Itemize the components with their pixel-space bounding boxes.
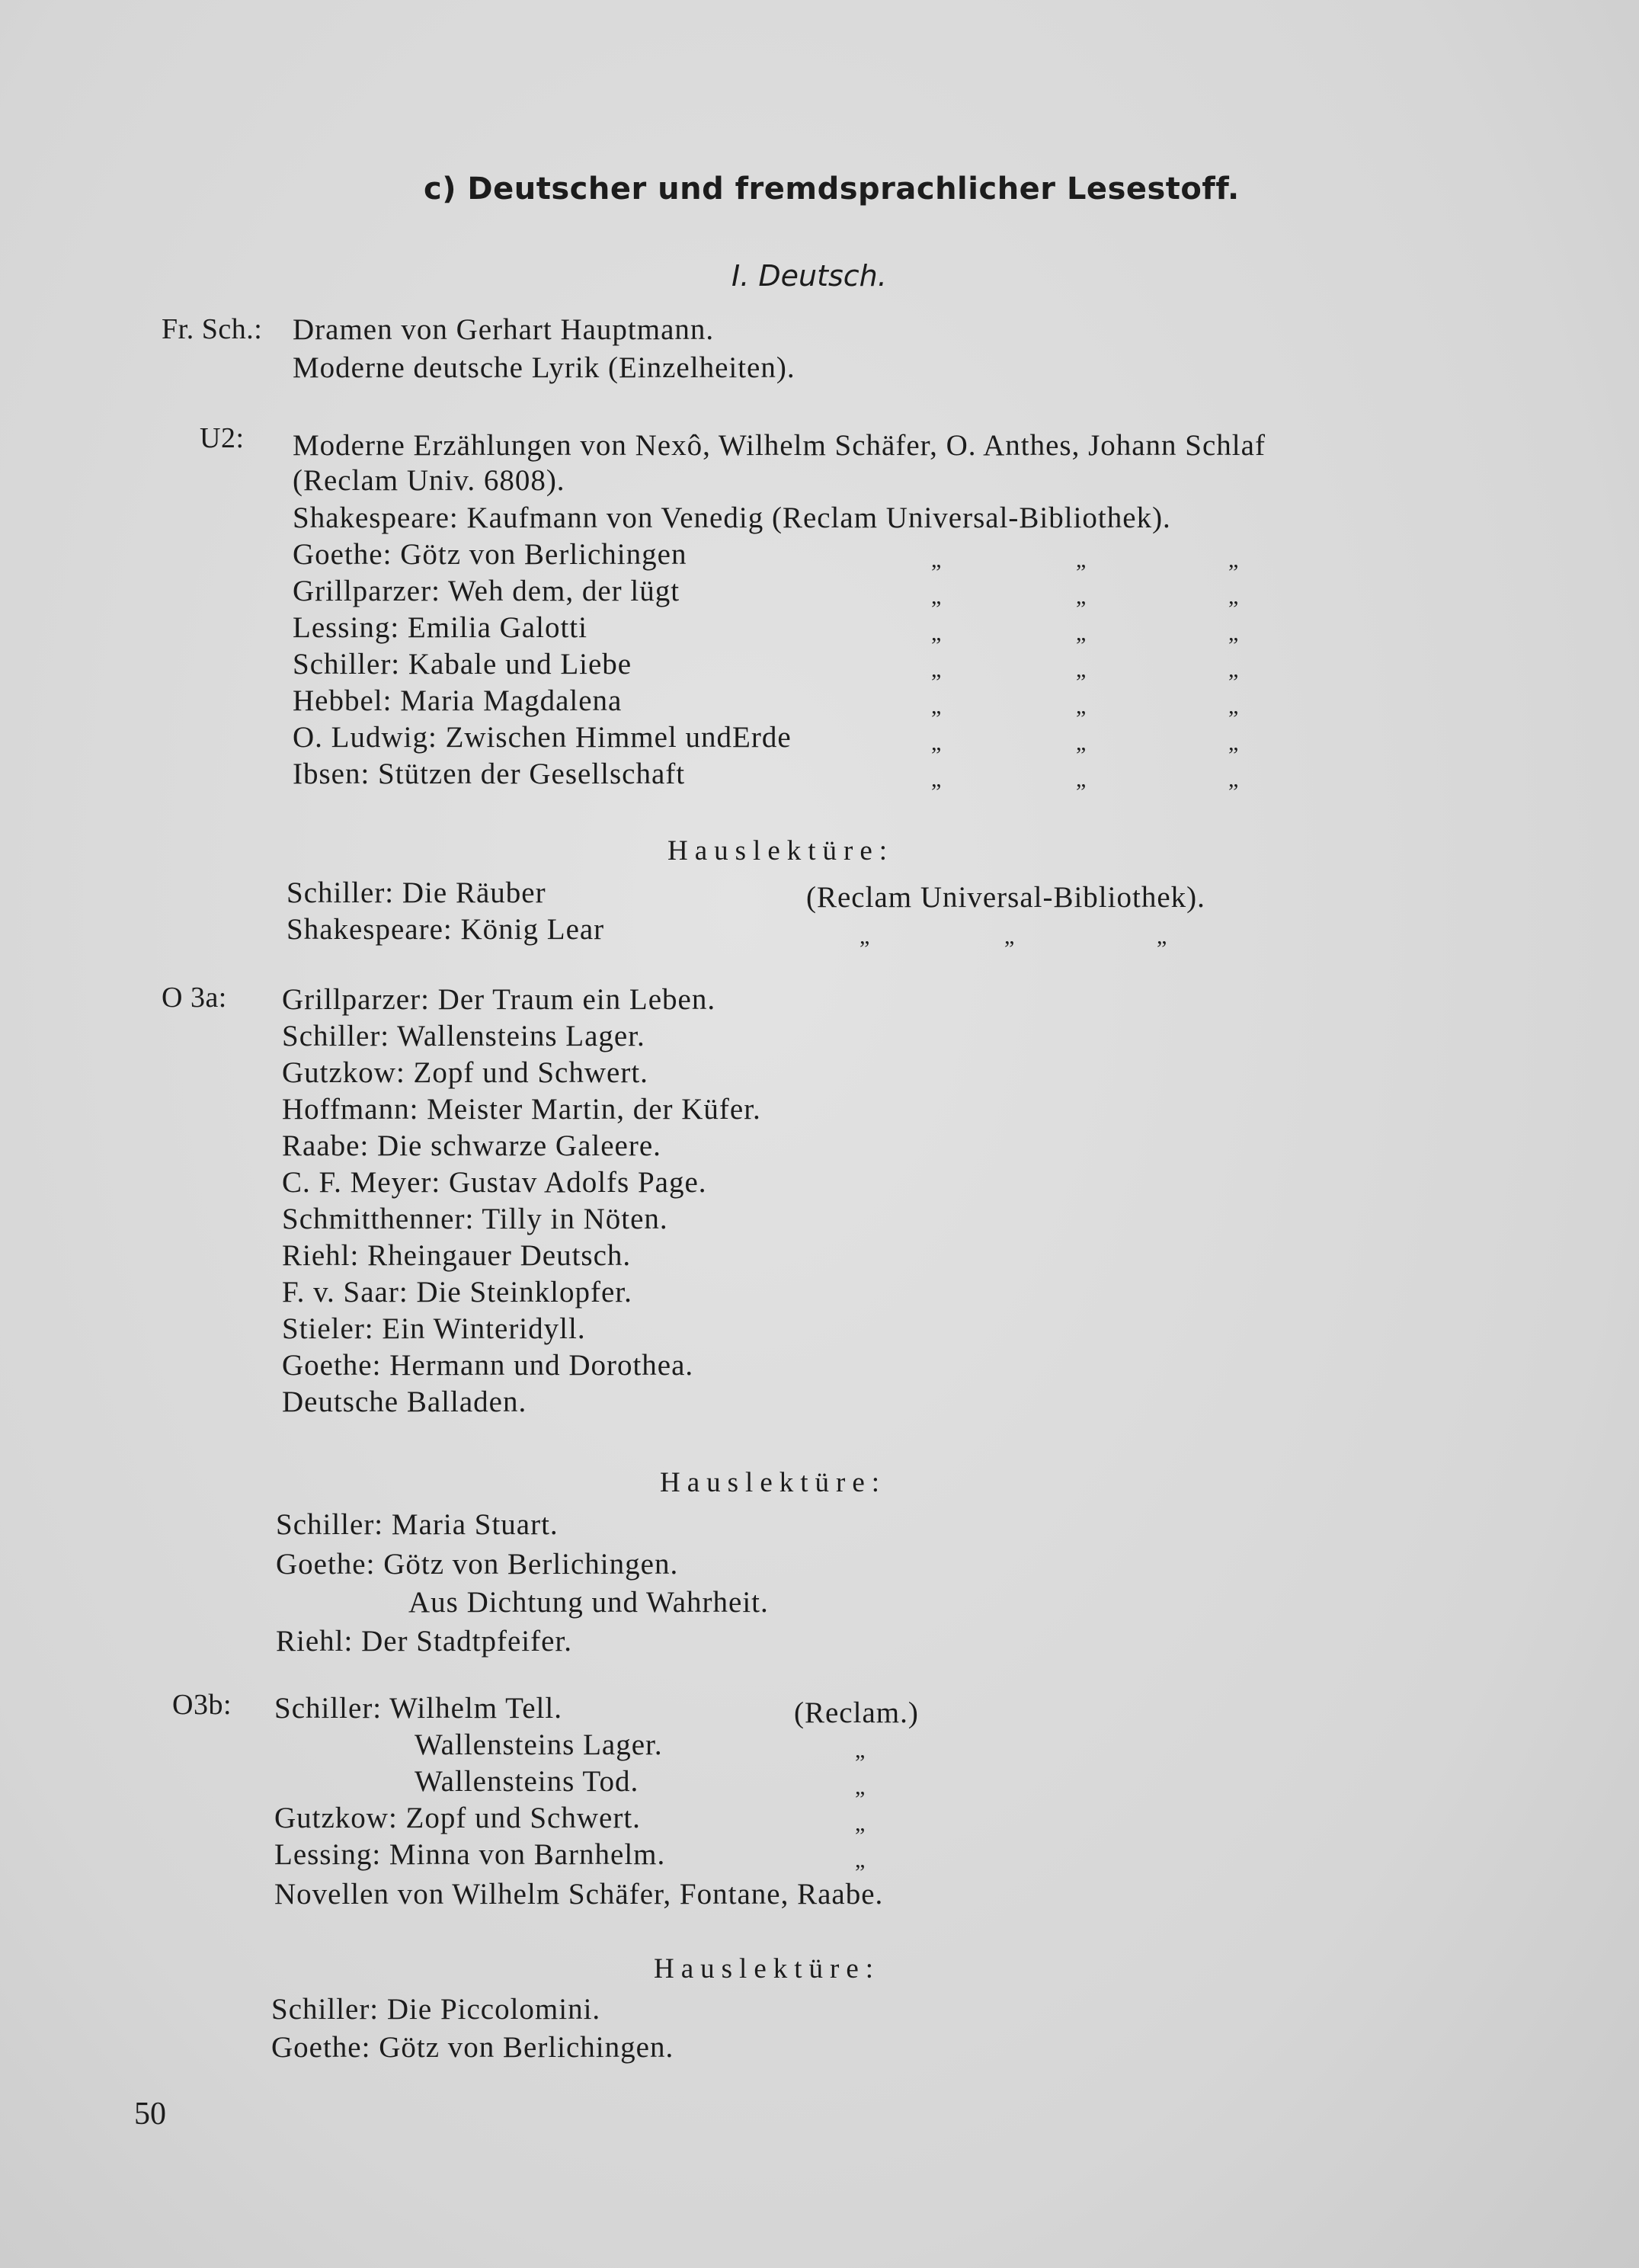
reading-line: Stieler: Ein Winteridyll. — [282, 1312, 586, 1345]
reading-line: Raabe: Die schwarze Galeere. — [282, 1129, 661, 1162]
reading-line: Hoffmann: Meister Martin, der Küfer. — [282, 1093, 761, 1126]
class-label-o3a: O 3a: — [162, 982, 227, 1014]
reading-line: (Reclam Univ. 6808). — [293, 464, 565, 497]
ditto-mark: „ — [931, 620, 942, 645]
reading-line: Schiller: Die Räuber — [287, 876, 546, 909]
reading-line: Schiller: Kabale und Liebe — [293, 648, 632, 681]
reading-line: Shakespeare: Kaufmann von Venedig (Reclam Universal-Bibliothek). — [293, 501, 1171, 534]
ditto-mark: „ — [1076, 620, 1087, 645]
section-subtitle: I. Deutsch. — [731, 259, 887, 293]
reading-line: F. v. Saar: Die Steinklopfer. — [282, 1276, 632, 1309]
reading-line: Wallensteins Lager. — [415, 1728, 663, 1761]
hauslektuere-heading: Hauslektüre: — [667, 835, 895, 867]
reading-line: Moderne Erzählungen von Nexô, Wilhelm Schäfer, O. Anthes, Johann Schlaf — [293, 429, 1266, 462]
reading-line: Goethe: Götz von Berlichingen — [293, 538, 687, 571]
reading-line: Gutzkow: Zopf und Schwert. — [274, 1802, 641, 1834]
reading-line: Lessing: Minna von Barnhelm. — [274, 1838, 666, 1871]
ditto-mark: „ — [931, 767, 942, 792]
ditto-mark: „ — [1228, 620, 1239, 645]
ditto-mark: „ — [931, 694, 942, 719]
reading-line: Moderne deutsche Lyrik (Einzelheiten). — [293, 351, 795, 384]
reading-line: Novellen von Wilhelm Schäfer, Fontane, Raabe. — [274, 1878, 884, 1911]
ditto-mark: „ — [1228, 694, 1239, 719]
reading-line: Hebbel: Maria Magdalena — [293, 684, 623, 717]
ditto-mark: „ — [860, 924, 870, 949]
reading-line: Dramen von Gerhart Hauptmann. — [293, 313, 715, 346]
ditto-mark: „ — [1004, 924, 1015, 949]
reading-line: Ibsen: Stützen der Gesellschaft — [293, 758, 686, 790]
class-label-fr-sch: Fr. Sch.: — [162, 313, 263, 345]
ditto-mark: „ — [1157, 924, 1167, 949]
page-number: 50 — [134, 2097, 166, 2132]
ditto-mark: „ — [1228, 547, 1239, 572]
ditto-mark: „ — [1076, 584, 1087, 609]
reading-line: Goethe: Götz von Berlichingen. — [276, 1548, 679, 1581]
ditto-mark: „ — [931, 730, 942, 755]
ditto-mark: „ — [855, 1811, 866, 1836]
reading-line: Grillparzer: Weh dem, der lügt — [293, 575, 680, 607]
ditto-mark: „ — [1228, 657, 1239, 682]
ditto-mark: „ — [1228, 584, 1239, 609]
ditto-mark: „ — [1076, 694, 1087, 719]
ditto-mark: „ — [855, 1847, 866, 1872]
ditto-mark: „ — [931, 584, 942, 609]
reading-line: Schiller: Wilhelm Tell. — [274, 1692, 562, 1725]
reading-line: Shakespeare: König Lear — [287, 913, 605, 946]
reading-line: Wallensteins Tod. — [415, 1765, 639, 1798]
reading-line: Schiller: Maria Stuart. — [276, 1508, 559, 1541]
ditto-mark: „ — [1076, 657, 1087, 682]
reading-line: Riehl: Der Stadtpfeifer. — [276, 1625, 572, 1658]
reading-line: Aus Dichtung und Wahrheit. — [408, 1586, 769, 1619]
edition-note: (Reclam.) — [794, 1696, 919, 1729]
class-label-u2: U2: — [200, 422, 245, 454]
reading-line: O. Ludwig: Zwischen Himmel undErde — [293, 721, 792, 754]
ditto-mark: „ — [855, 1738, 866, 1763]
ditto-mark: „ — [931, 547, 942, 572]
class-label-o3b: O3b: — [172, 1689, 232, 1721]
ditto-mark: „ — [1228, 730, 1239, 755]
reading-line: Schmitthenner: Tilly in Nöten. — [282, 1203, 668, 1235]
reading-line: Goethe: Hermann und Dorothea. — [282, 1349, 694, 1382]
edition-note: (Reclam Universal-Bibliothek). — [806, 881, 1205, 914]
reading-line: Goethe: Götz von Berlichingen. — [271, 2031, 674, 2064]
ditto-mark: „ — [855, 1774, 866, 1799]
hauslektuere-heading: Hauslektüre: — [660, 1467, 887, 1498]
ditto-mark: „ — [1076, 767, 1087, 792]
reading-line: Gutzkow: Zopf und Schwert. — [282, 1056, 648, 1089]
reading-line: Schiller: Wallensteins Lager. — [282, 1020, 645, 1052]
ditto-mark: „ — [1076, 730, 1087, 755]
reading-line: Schiller: Die Piccolomini. — [271, 1993, 601, 2026]
reading-line: Grillparzer: Der Traum ein Leben. — [282, 983, 716, 1016]
reading-line: Lessing: Emilia Galotti — [293, 611, 587, 644]
reading-line: Deutsche Balladen. — [282, 1385, 527, 1418]
section-title: c) Deutscher und fremdsprachlicher Lesestoff. — [424, 171, 1240, 207]
ditto-mark: „ — [1228, 767, 1239, 792]
ditto-mark: „ — [1076, 547, 1087, 572]
hauslektuere-heading: Hauslektüre: — [654, 1953, 881, 1984]
ditto-mark: „ — [931, 657, 942, 682]
reading-line: Riehl: Rheingauer Deutsch. — [282, 1239, 632, 1272]
reading-line: C. F. Meyer: Gustav Adolfs Page. — [282, 1166, 707, 1199]
